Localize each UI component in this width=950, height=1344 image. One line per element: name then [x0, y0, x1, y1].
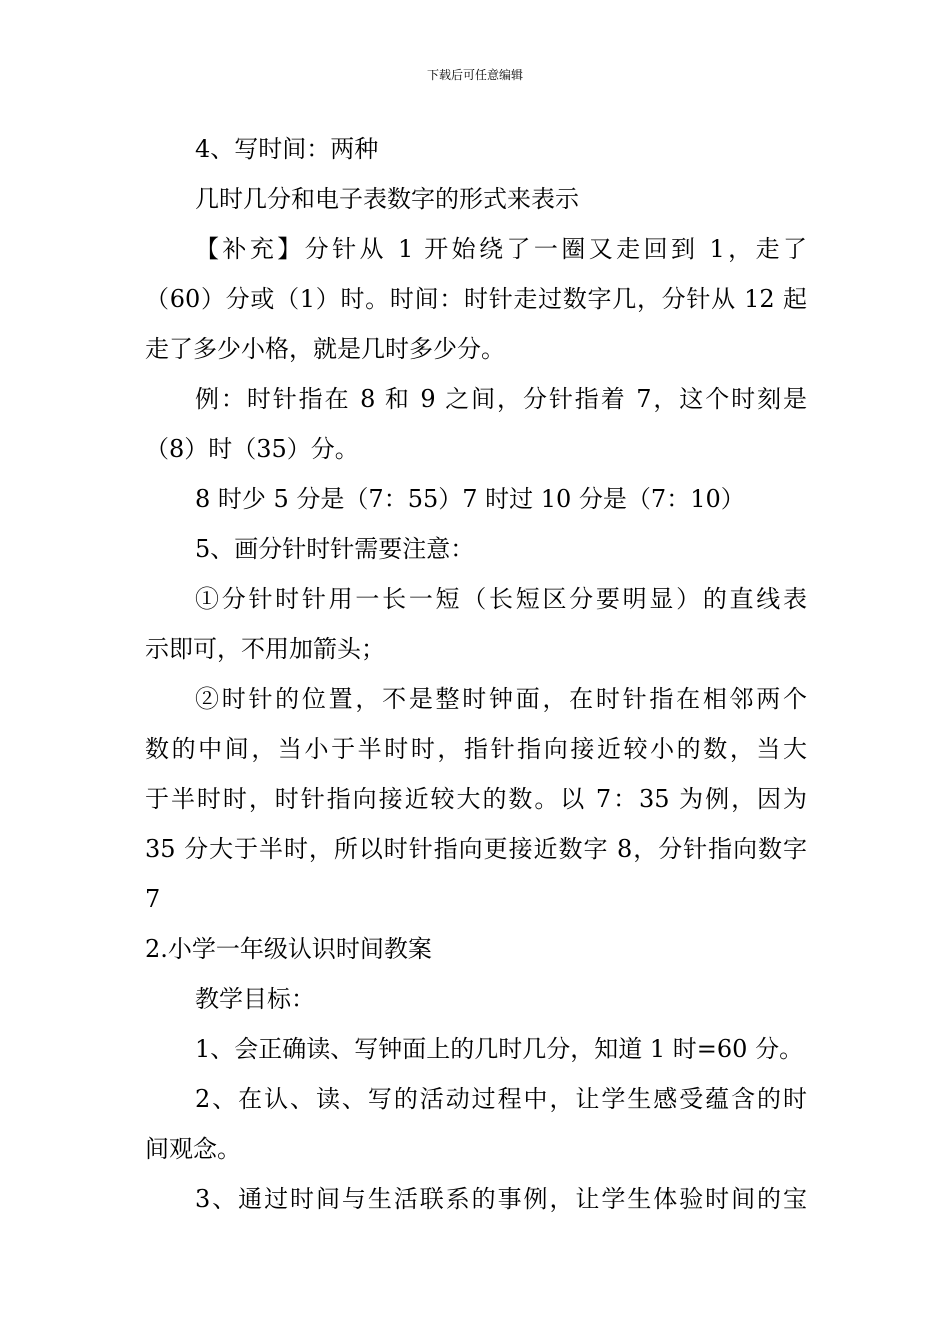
goal-item-1: 1、会正确读、写钟面上的几时几分，知道 1 时=60 分。	[195, 1035, 804, 1063]
section-heading-write-time: 4、写时间：两种	[195, 135, 379, 163]
paragraph-line: 于半时时，时针指向接近较大的数。以 7：35 为例，因为	[145, 785, 807, 813]
section-heading-draw-hands: 5、画分针时针需要注意：	[195, 535, 475, 563]
supplement-line: 【补充】分针从 1 开始绕了一圈又走回到 1，走了	[195, 235, 807, 263]
teaching-goals-heading: 教学目标：	[195, 985, 315, 1013]
paragraph-line: 几时几分和电子表数字的形式来表示	[195, 185, 579, 213]
page-header: 下载后可任意编辑	[426, 68, 523, 82]
paragraph-line: 间观念。	[145, 1135, 241, 1163]
paragraph-line: （60）分或（1）时。时间：时针走过数字几，分针从 12 起	[145, 285, 807, 313]
paragraph-line: 走了多少小格，就是几时多少分。	[145, 335, 505, 363]
paragraph-line: （8）时（35）分。	[145, 435, 359, 463]
paragraph-line: 数的中间，当小于半时时，指针指向接近较小的数，当大	[145, 735, 807, 763]
paragraph-line: 7	[145, 885, 161, 913]
paragraph-line: ①分针时针用一长一短（长短区分要明显）的直线表	[195, 585, 807, 613]
paragraph-line: 示即可，不用加箭头；	[145, 635, 385, 663]
paragraph-line: 8 时少 5 分是（7：55）7 时过 10 分是（7：10）	[195, 485, 745, 513]
goal-item-3: 3、通过时间与生活联系的事例，让学生体验时间的宝	[195, 1185, 807, 1213]
paragraph-line: 35 分大于半时，所以时针指向更接近数字 8，分针指向数字	[145, 835, 807, 863]
section-title-lesson-plan: 2.小学一年级认识时间教案	[145, 935, 432, 963]
goal-item-2: 2、在认、读、写的活动过程中，让学生感受蕴含的时	[195, 1085, 807, 1113]
example-line: 例：时针指在 8 和 9 之间，分针指着 7，这个时刻是	[195, 385, 807, 413]
paragraph-line: ②时针的位置，不是整时钟面，在时针指在相邻两个	[195, 685, 807, 713]
